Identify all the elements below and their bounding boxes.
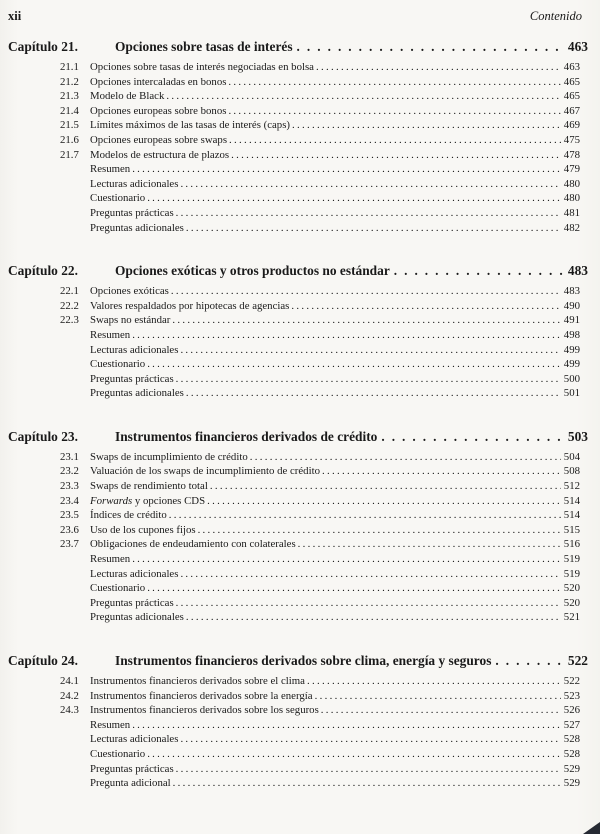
entry-number: 22.3: [60, 314, 79, 327]
toc-entry-row: [8, 689, 588, 704]
entry-page-number: 463: [563, 61, 580, 73]
page-folio: xii: [8, 9, 22, 23]
toc-entry-row: [8, 299, 588, 314]
toc-entry-row: [8, 523, 588, 538]
entry-title: [90, 674, 305, 689]
entry-title: [90, 552, 130, 567]
entry-page-number: 519: [563, 567, 580, 580]
entry-title-text: Valuación de los swaps de incumplimiento de crédito: [90, 465, 320, 478]
entry-title-text: Cuestionario: [90, 582, 146, 595]
leader-dots: [250, 450, 561, 465]
entry-page-number: 515: [563, 523, 580, 536]
leader-dots: [231, 148, 561, 163]
entry-title-text: Opciones intercaladas en bonos: [90, 75, 227, 88]
entry-title: [90, 313, 170, 328]
entry-title: [90, 537, 296, 552]
leader-dots: [169, 508, 561, 523]
entry-page-number: 480: [563, 192, 580, 205]
entry-title: [90, 732, 178, 747]
leader-dots: [132, 162, 561, 177]
leader-dots: [228, 104, 560, 119]
entry-page-number: 521: [563, 611, 580, 624]
entry-number: 22.2: [60, 299, 79, 312]
entry-page-number: 528: [563, 747, 580, 760]
toc-entry-row: [8, 148, 588, 163]
leader-dots: [307, 674, 561, 689]
leader-dots: [180, 343, 560, 358]
entry-number: 21.3: [60, 90, 79, 103]
entry-number: 23.5: [60, 509, 79, 522]
chapter-label: Capítulo 24.: [8, 653, 78, 668]
entry-title: [90, 191, 145, 206]
entry-title: [90, 703, 319, 718]
entry-title: [90, 689, 313, 704]
entry-title-text: Preguntas prácticas: [90, 596, 174, 609]
entry-title-text: Pregunta adicional: [90, 777, 171, 790]
entry-title: [90, 299, 289, 314]
chapter-heading: [8, 427, 588, 447]
entry-title-text: Modelos de estructura de plazos: [90, 148, 230, 161]
entry-number: 23.4: [60, 494, 79, 507]
toc-entry-row: [8, 537, 588, 552]
leader-dots: [198, 523, 561, 538]
leader-dots: [132, 552, 561, 567]
leader-dots: [171, 284, 561, 299]
entry-title-text: Cuestionario: [90, 747, 146, 760]
entry-title-text: Preguntas prácticas: [90, 762, 174, 775]
leader-dots: [315, 689, 561, 704]
toc-entry-row: [8, 610, 588, 625]
entry-title: [90, 479, 208, 494]
leader-dots: [147, 191, 561, 206]
toc-entry-row: [8, 75, 588, 90]
entry-page-number: 481: [563, 206, 580, 219]
entry-number: 21.2: [60, 75, 79, 88]
entry-title: [90, 464, 320, 479]
entry-title-text: Instrumentos financieros derivados sobre el clima: [90, 675, 305, 687]
entry-title: [90, 284, 169, 299]
chapter-page-number: 503: [567, 428, 588, 444]
chapter-title: Opciones sobre tasas de interés: [115, 39, 293, 54]
entry-title: [90, 718, 130, 733]
entry-title-text: Obligaciones de endeudamiento con colaterales: [90, 538, 296, 551]
toc-chapter: [8, 651, 588, 791]
toc-entry-row: [8, 494, 588, 509]
entry-number: 21.7: [60, 148, 79, 161]
entry-page-number: 529: [563, 777, 580, 790]
entry-title-text: Cuestionario: [90, 358, 146, 371]
leader-dots: [166, 89, 560, 104]
entry-title-text: Swaps de incumplimiento de crédito: [90, 450, 248, 463]
toc-entry-row: [8, 703, 588, 718]
toc-entry-row: [8, 89, 588, 104]
entry-title-text: Preguntas prácticas: [90, 372, 174, 385]
running-title: Contenido: [529, 9, 582, 23]
entry-title-text: Límites máximos de las tasas de interés (caps): [90, 119, 290, 132]
toc-entry-row: [8, 206, 588, 221]
entry-number: 24.3: [60, 704, 79, 717]
leader-dots: [186, 221, 561, 236]
toc-entry-row: [8, 328, 588, 343]
entry-page-number: 520: [563, 596, 580, 609]
toc-entry-row: [8, 776, 588, 791]
leader-dots: [176, 372, 561, 387]
entry-page-number: 469: [563, 119, 580, 132]
entry-title-text: Swaps no estándar: [90, 314, 171, 327]
entry-title: [90, 450, 248, 465]
entry-title: [90, 89, 164, 104]
entry-title-text: Lecturas adicionales: [90, 343, 179, 356]
leader-dots: [147, 747, 561, 762]
entry-page-number: 467: [563, 104, 580, 117]
entry-page-number: 501: [563, 387, 580, 400]
entry-number: 23.3: [60, 480, 79, 493]
entry-title: [90, 206, 174, 221]
leader-dots: [176, 206, 561, 221]
entry-page-number: 508: [563, 465, 580, 478]
leader-dots: [186, 610, 561, 625]
entry-title-text: Uso de los cupones fijos: [90, 523, 196, 536]
leader-dots: [132, 718, 561, 733]
toc-entry-row: [8, 674, 588, 689]
page-corner-artifact: [583, 822, 600, 834]
entry-page-number: 490: [563, 299, 580, 312]
toc-entry-row: [8, 343, 588, 358]
entry-title-text: Opciones exóticas: [90, 285, 169, 298]
entry-title: [90, 148, 229, 163]
entry-page-number: 504: [563, 450, 580, 463]
toc-entry-row: [8, 732, 588, 747]
entry-number: 21.4: [60, 104, 79, 117]
entry-title-text: Resumen: [90, 163, 131, 176]
entry-title: [90, 776, 171, 791]
toc-entry-row: [8, 552, 588, 567]
entry-title-text: Índices de crédito: [90, 509, 167, 522]
entry-page-number: 500: [563, 372, 580, 385]
leader-dots: [322, 464, 561, 479]
entry-title-text: Cuestionario: [90, 192, 146, 205]
entry-page-number: 498: [563, 328, 580, 341]
entry-title-text: Preguntas adicionales: [90, 387, 184, 400]
entry-page-number: 514: [563, 494, 580, 507]
entry-title-text: Opciones europeas sobre bonos: [90, 104, 227, 117]
chapter-page-number: 463: [567, 39, 588, 54]
entry-page-number: 519: [563, 553, 580, 566]
leader-dots: [297, 37, 565, 57]
leader-dots: [172, 313, 560, 328]
entry-title-text: Modelo de Black: [90, 90, 165, 103]
chapter-title: Instrumentos financieros derivados de crédito: [115, 428, 378, 444]
chapter-label: Capítulo 22.: [8, 263, 78, 279]
toc-entry-row: [8, 60, 588, 75]
chapter-title: Opciones exóticas y otros productos no estándar: [115, 263, 390, 279]
toc-chapter: [8, 37, 588, 235]
toc-entry-row: [8, 357, 588, 372]
entry-title-text: Opciones sobre tasas de interés negociadas en bolsa: [90, 61, 314, 73]
entry-title-text: Lecturas adicionales: [90, 567, 179, 580]
leader-dots: [381, 427, 565, 447]
entry-page-number: 479: [563, 163, 580, 176]
entry-title: [90, 508, 167, 523]
leader-dots: [180, 732, 560, 747]
entry-number: 21.6: [60, 133, 79, 146]
chapter-entries: [8, 284, 588, 401]
chapter-entries: [8, 674, 588, 791]
toc-entry-row: [8, 284, 588, 299]
leader-dots: [176, 762, 561, 777]
leader-dots: [132, 328, 561, 343]
toc-entry-row: [8, 718, 588, 733]
entry-page-number: 480: [563, 177, 580, 190]
entry-page-number: 478: [563, 148, 580, 161]
leader-dots: [229, 133, 561, 148]
entry-page-number: 526: [563, 704, 580, 717]
leader-dots: [495, 651, 564, 671]
entry-title: [90, 177, 178, 192]
toc-entry-row: [8, 191, 588, 206]
entry-title-text: Swaps de rendimiento total: [90, 480, 208, 493]
entry-number: 23.1: [60, 450, 79, 463]
entry-page-number: 491: [563, 314, 580, 327]
entry-number: 23.7: [60, 538, 79, 551]
entry-title: [90, 162, 130, 177]
entry-page-number: 512: [563, 480, 580, 493]
entry-number: 24.1: [60, 675, 79, 687]
entry-title: [90, 523, 196, 538]
leader-dots: [228, 75, 560, 90]
entry-title: [90, 494, 205, 509]
entry-number: 22.1: [60, 285, 79, 298]
leader-dots: [173, 776, 561, 791]
entry-page-number: 528: [563, 733, 580, 746]
entry-page-number: 520: [563, 582, 580, 595]
entry-title-text: Preguntas adicionales: [90, 611, 184, 624]
entry-title: [90, 104, 226, 119]
entry-title: [90, 60, 314, 75]
running-header: [8, 9, 588, 24]
entry-title: [90, 221, 184, 236]
toc-chapter: [8, 427, 588, 625]
entry-page-number: 514: [563, 509, 580, 522]
leader-dots: [180, 177, 560, 192]
entry-title: [90, 567, 178, 582]
entry-title-text: Instrumentos financieros derivados sobre los seguros: [90, 704, 319, 717]
entry-title: [90, 118, 290, 133]
entry-title: [90, 328, 130, 343]
entry-title-text: Resumen: [90, 718, 131, 731]
toc-chapter: [8, 261, 588, 401]
entry-number: 21.1: [60, 61, 79, 73]
toc-entry-row: [8, 464, 588, 479]
entry-page-number: 499: [563, 343, 580, 356]
entry-page-number: 465: [563, 75, 580, 88]
entry-title: [90, 372, 174, 387]
leader-dots: [210, 479, 561, 494]
entry-page-number: 465: [563, 90, 580, 103]
entry-page-number: 527: [563, 718, 580, 731]
entry-title-text: Preguntas prácticas: [90, 206, 174, 219]
toc-entry-row: [8, 508, 588, 523]
entry-title-text: y opciones CDS: [132, 494, 206, 507]
entry-title-text: Opciones europeas sobre swaps: [90, 133, 228, 146]
entry-title-italic: Forwards: [90, 494, 133, 507]
entry-number: 24.2: [60, 689, 79, 702]
entry-page-number: 516: [563, 538, 580, 551]
chapter-label: Capítulo 21.: [8, 39, 78, 54]
toc: [8, 37, 588, 791]
toc-entry-row: [8, 162, 588, 177]
entry-title-text: Resumen: [90, 553, 131, 566]
leader-dots: [186, 386, 561, 401]
entry-page-number: 482: [563, 221, 580, 234]
entry-page-number: 475: [563, 133, 580, 146]
entry-title: [90, 386, 184, 401]
chapter-entries: [8, 450, 588, 625]
chapter-title: Instrumentos financieros derivados sobre clima, energía y seguros: [115, 653, 492, 668]
toc-entry-row: [8, 313, 588, 328]
entry-title: [90, 343, 178, 358]
toc-entry-row: [8, 596, 588, 611]
entry-title: [90, 747, 145, 762]
entry-title: [90, 610, 184, 625]
toc-entry-row: [8, 386, 588, 401]
chapter-page-number: 522: [567, 653, 588, 668]
entry-title: [90, 581, 145, 596]
toc-entry-row: [8, 747, 588, 762]
leader-dots: [180, 567, 560, 582]
chapter-heading: [8, 261, 588, 281]
entry-title: [90, 133, 227, 148]
entry-page-number: 529: [563, 762, 580, 775]
toc-entry-row: [8, 762, 588, 777]
toc-entry-row: [8, 104, 588, 119]
toc-entry-row: [8, 133, 588, 148]
entry-page-number: 522: [563, 675, 580, 687]
chapter-entries: [8, 60, 588, 235]
leader-dots: [291, 299, 560, 314]
chapter-page-number: 483: [567, 263, 588, 279]
leader-dots: [394, 261, 565, 281]
leader-dots: [298, 537, 561, 552]
entry-number: 21.5: [60, 119, 79, 132]
leader-dots: [292, 118, 561, 133]
entry-title-text: Preguntas adicionales: [90, 221, 184, 234]
toc-entry-row: [8, 479, 588, 494]
entry-title: [90, 357, 145, 372]
entry-title: [90, 762, 174, 777]
leader-dots: [321, 703, 561, 718]
entry-number: 23.6: [60, 523, 79, 536]
leader-dots: [207, 494, 561, 509]
toc-entry-row: [8, 221, 588, 236]
toc-entry-row: [8, 177, 588, 192]
chapter-label: Capítulo 23.: [8, 428, 78, 444]
leader-dots: [147, 581, 561, 596]
entry-title-text: Lecturas adicionales: [90, 177, 179, 190]
leader-dots: [147, 357, 561, 372]
entry-page-number: 523: [563, 689, 580, 702]
entry-title-text: Resumen: [90, 328, 131, 341]
toc-entry-row: [8, 581, 588, 596]
entry-title: [90, 75, 226, 90]
entry-title-text: Instrumentos financieros derivados sobre la energía: [90, 689, 313, 702]
toc-entry-row: [8, 118, 588, 133]
entry-title-text: Valores respaldados por hipotecas de agencias: [90, 299, 290, 312]
entry-page-number: 483: [563, 285, 580, 298]
toc-entry-row: [8, 567, 588, 582]
entry-title-text: Lecturas adicionales: [90, 733, 179, 746]
leader-dots: [316, 60, 561, 75]
chapter-heading: [8, 37, 588, 57]
chapter-heading: [8, 651, 588, 671]
toc-entry-row: [8, 450, 588, 465]
entry-number: 23.2: [60, 465, 79, 478]
entry-page-number: 499: [563, 358, 580, 371]
entry-title: [90, 596, 174, 611]
toc-entry-row: [8, 372, 588, 387]
leader-dots: [176, 596, 561, 611]
